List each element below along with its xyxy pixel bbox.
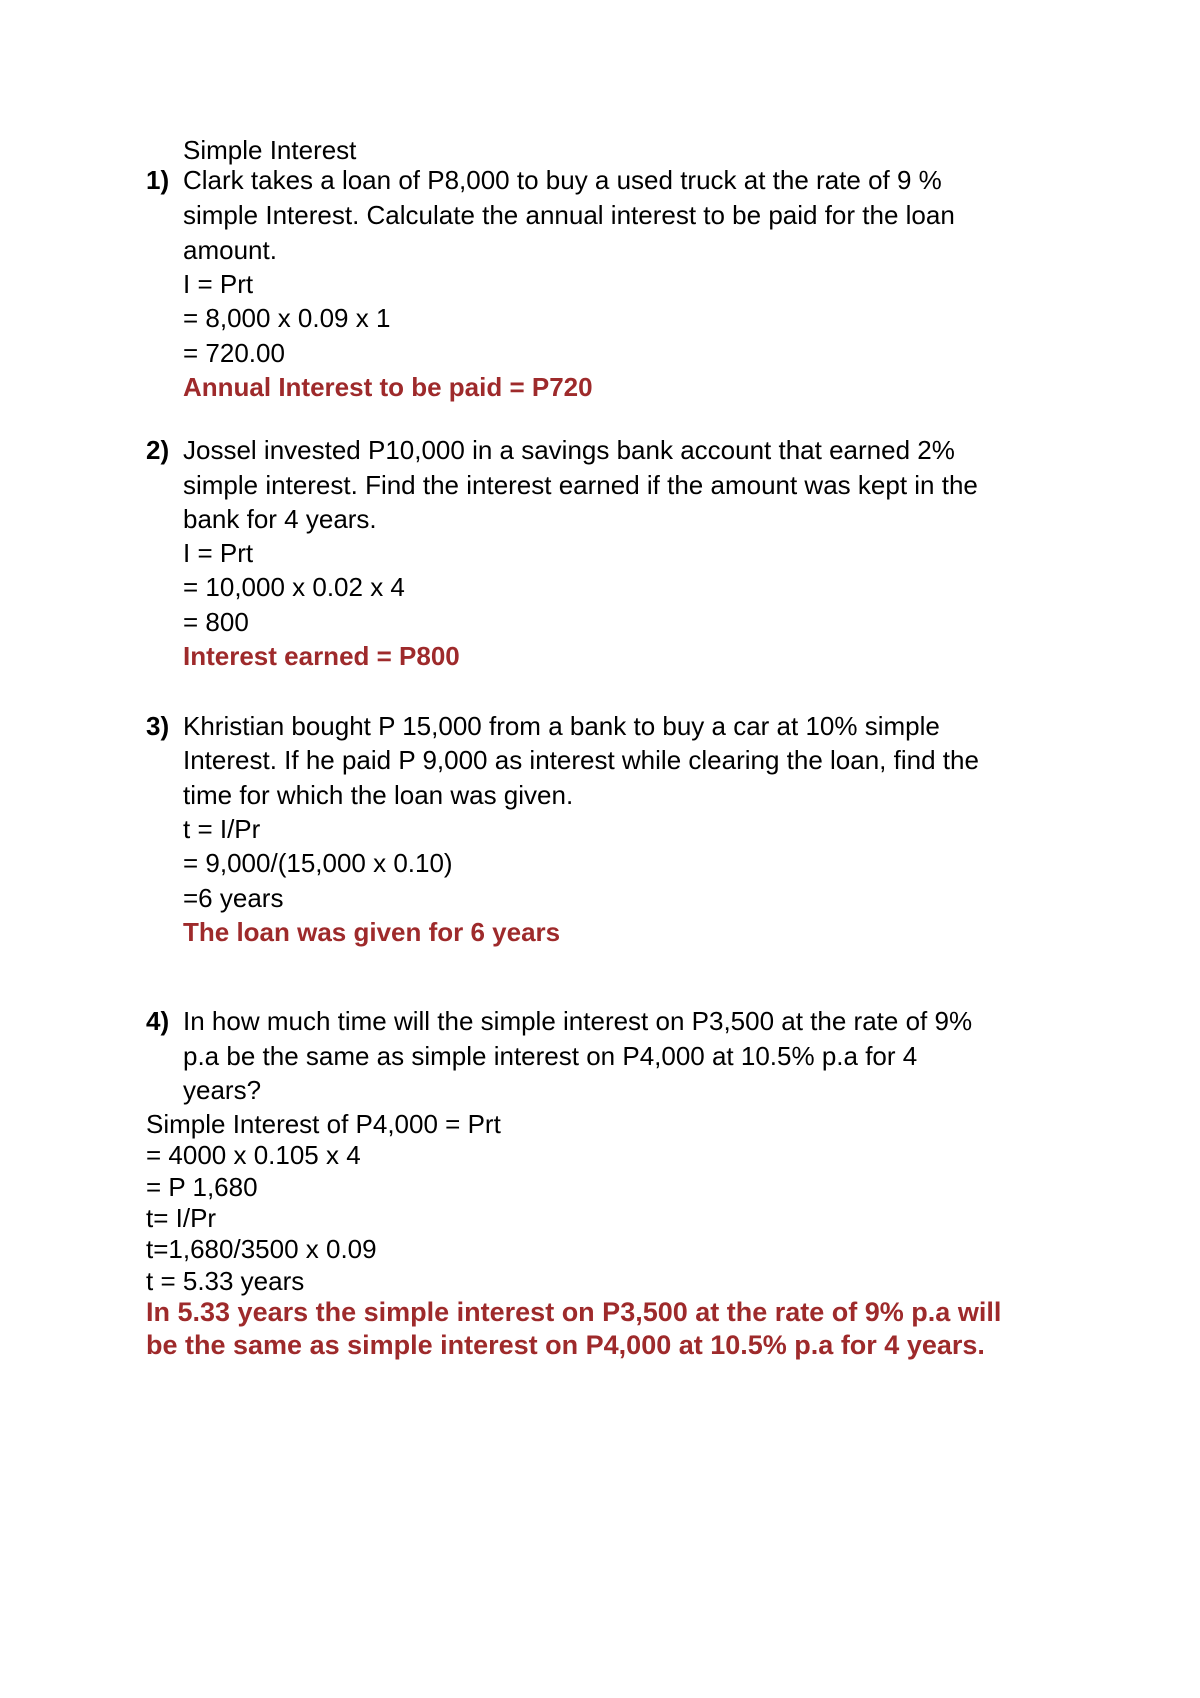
question-1-number: 1) [146,165,170,195]
question-2-answer: Interest earned = P800 [183,641,460,671]
question-4-answer-line-1: In 5.33 years the simple interest on P3,500 at the rate of 9% p.a will [146,1297,1002,1327]
document-title: Simple Interest [183,135,357,165]
question-3-line-3: time for which the loan was given. [183,780,574,810]
question-3-number: 3) [146,711,170,741]
question-3-work-3: =6 years [183,883,284,913]
question-4-line-1: In how much time will the simple interest on P3,500 at the rate of 9% [183,1006,973,1036]
question-2-line-3: bank for 4 years. [183,504,377,534]
question-4-line-3: years? [183,1075,262,1105]
question-4-work-2: = 4000 x 0.105 x 4 [146,1140,361,1170]
question-1-work-2: = 8,000 x 0.09 x 1 [183,303,391,333]
question-2-line-1: Jossel invested P10,000 in a savings bank account that earned 2% [183,435,955,465]
question-3-work-2: = 9,000/(15,000 x 0.10) [183,848,453,878]
question-2-number: 2) [146,435,170,465]
question-1-line-1: Clark takes a loan of P8,000 to buy a used truck at the rate of 9 % [183,165,942,195]
question-4-work-6: t = 5.33 years [146,1266,305,1296]
question-4-work-5: t=1,680/3500 x 0.09 [146,1234,377,1264]
question-1-work-3: = 720.00 [183,338,285,368]
question-3-answer: The loan was given for 6 years [183,917,561,947]
question-2-work-3: = 800 [183,607,249,637]
question-3-work-1: t = I/Pr [183,814,261,844]
question-4-work-1: Simple Interest of P4,000 = Prt [146,1109,501,1139]
question-4-line-2: p.a be the same as simple interest on P4,000 at 10.5% p.a for 4 [183,1041,918,1071]
question-4-number: 4) [146,1006,170,1036]
question-2-line-2: simple interest. Find the interest earned if the amount was kept in the [183,470,978,500]
question-1-line-2: simple Interest. Calculate the annual interest to be paid for the loan [183,200,955,230]
question-1-line-3: amount. [183,235,277,265]
question-1-work-1: I = Prt [183,269,254,299]
question-1-answer: Annual Interest to be paid = P720 [183,372,593,402]
question-4-work-4: t= I/Pr [146,1203,217,1233]
question-3-line-1: Khristian bought P 15,000 from a bank to buy a car at 10% simple [183,711,940,741]
question-2-work-1: I = Prt [183,538,254,568]
question-3-line-2: Interest. If he paid P 9,000 as interest while clearing the loan, find the [183,745,979,775]
question-4-work-3: = P 1,680 [146,1172,258,1202]
question-2-work-2: = 10,000 x 0.02 x 4 [183,572,405,602]
question-4-answer-line-2: be the same as simple interest on P4,000 at 10.5% p.a for 4 years. [146,1330,985,1360]
